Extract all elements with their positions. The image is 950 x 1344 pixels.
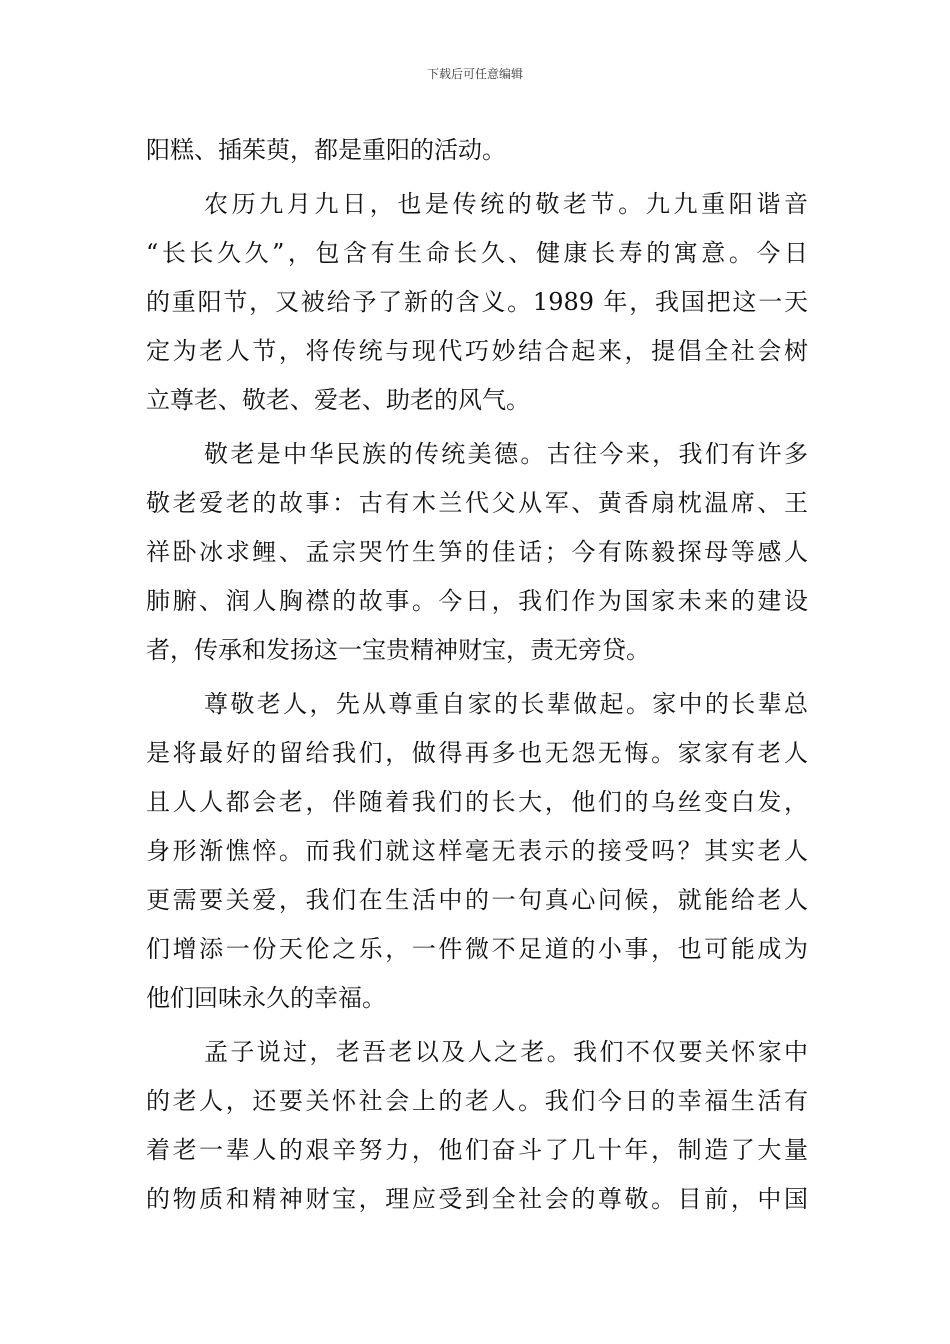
- document-body: [146, 126, 808, 1224]
- text-line: 的老人，还要关怀社会上的老人。我们今日的幸福生活有: [146, 1087, 808, 1115]
- page-header-note: 下载后可任意编辑: [426, 67, 523, 81]
- text-line: 们增添一份天伦之乐，一件微不足道的小事，也可能成为: [146, 935, 808, 963]
- text-line: 且人人都会老，伴随着我们的长大，他们的乌丝变白发，: [146, 788, 808, 816]
- text-line: “长长久久”，包含有生命长久、健康长寿的寓意。今日: [146, 239, 808, 267]
- text-line: 他们回味永久的幸福。: [146, 984, 386, 1012]
- text-line: 的重阳节，又被给予了新的含义。1989 年，我国把这一天: [146, 288, 808, 316]
- text-line: 者，传承和发扬这一宝贵精神财宝，责无旁贷。: [146, 636, 650, 664]
- text-line: 农历九月九日，也是传统的敬老节。九九重阳谐音: [204, 190, 808, 218]
- text-line: 敬老是中华民族的传统美德。古往今来，我们有许多: [204, 440, 808, 468]
- text-line: 尊敬老人，先从尊重自家的长辈做起。家中的长辈总: [204, 690, 808, 718]
- text-line: 阳糕、插茱萸，都是重阳的活动。: [146, 136, 506, 164]
- text-line: 定为老人节，将传统与现代巧妙结合起来，提倡全社会树: [146, 337, 808, 365]
- text-line: 着老一辈人的艰辛努力，他们奋斗了几十年，制造了大量: [146, 1136, 808, 1164]
- text-line: 更需要关爱，我们在生活中的一句真心问候，就能给老人: [146, 886, 808, 914]
- text-line: 的物质和精神财宝，理应受到全社会的尊敬。目前，中国: [146, 1185, 808, 1213]
- text-line: 敬老爱老的故事：古有木兰代父从军、黄香扇枕温席、王: [146, 489, 808, 517]
- text-line: 是将最好的留给我们，做得再多也无怨无悔。家家有老人: [146, 739, 808, 767]
- text-line: 祥卧冰求鲤、孟宗哭竹生笋的佳话；今有陈毅探母等感人: [146, 538, 808, 566]
- text-line: 身形渐憔悴。而我们就这样毫无表示的接受吗？其实老人: [146, 837, 808, 865]
- text-line: 肺腑、润人胸襟的故事。今日，我们作为国家未来的建设: [146, 587, 808, 615]
- text-line: 立尊老、敬老、爱老、助老的风气。: [146, 386, 530, 414]
- text-line: 孟子说过，老吾老以及人之老。我们不仅要关怀家中: [204, 1038, 808, 1066]
